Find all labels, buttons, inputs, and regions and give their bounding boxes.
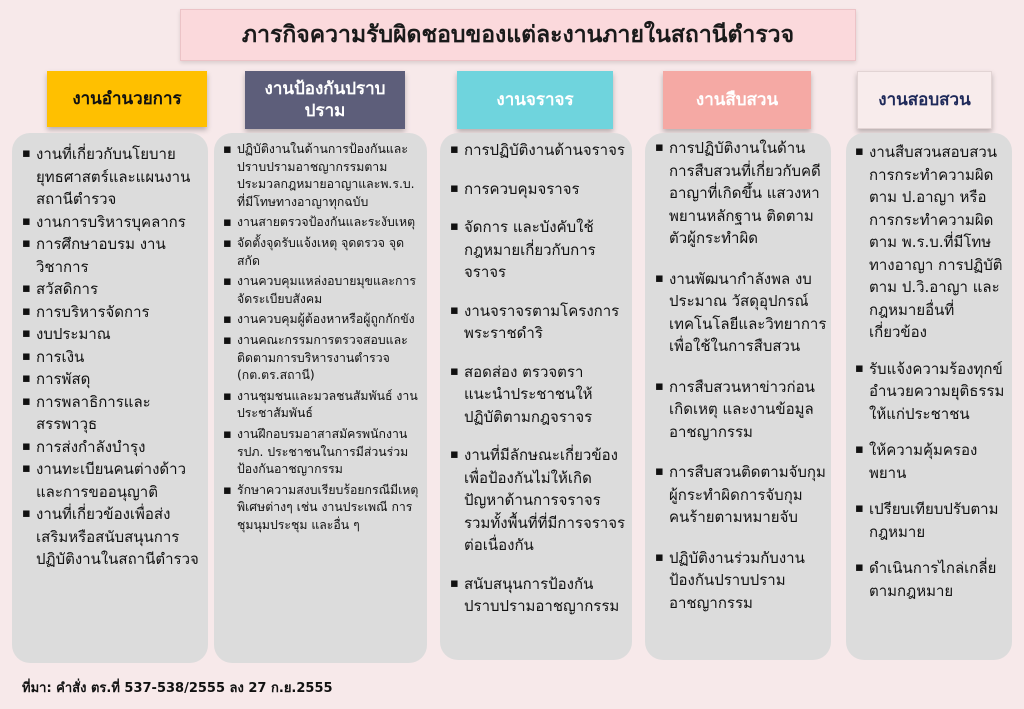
header-investigation: งานสืบสวน <box>663 71 811 129</box>
list-item: ▪ งานสายตรวจป้องกันและระงับเหตุ <box>223 214 421 232</box>
list-item: ▪ งานควบคุมผู้ต้องหาหรือผู้ถูกกักขัง <box>223 311 421 329</box>
list-item: ▪ รับแจ้งความร้องทุกข์ อำนวยความยุติธรรมให้แก่ประชาชน <box>855 358 1008 426</box>
list-item: ▪ สนับสนุนการป้องกันปราบปรามอาชญากรรม <box>450 573 626 618</box>
header-inquiry: งานสอบสวน <box>857 71 992 129</box>
list-item: ▪ งานฝึกอบรมอาสาสมัครพนักงาน รปภ. ประชาชนในการมีส่วนร่วมป้องกันอาชญากรรม <box>223 426 421 479</box>
list-item: ▪ การปฏิบัติงานในด้านการสืบสวนที่เกี่ยวกับคดีอาญาที่เกิดขึ้น แสวงหาพยานหลักฐาน ติดตามตัวผู้กระทำผิด <box>655 137 827 250</box>
list-item: ▪ การบริหารจัดการ <box>22 301 200 324</box>
list-item: ▪ การสืบสวนหาข่าวก่อนเกิดเหตุ และงานข้อมูลอาชญากรรม <box>655 376 827 444</box>
list-item: ▪ การปฏิบัติงานด้านจราจร <box>450 139 626 162</box>
list-item: ▪ การควบคุมจราจร <box>450 178 626 201</box>
list-item: ▪ งานคณะกรรมการตรวจสอบและติดตามการบริหารงานตำรวจ (กต.ตร.สถานี) <box>223 332 421 385</box>
panel-prevention <box>214 133 427 663</box>
list-item: ▪ งานการบริหารบุคลากร <box>22 211 200 234</box>
list-item: ▪ งานที่เกี่ยวข้องเพื่อส่งเสริมหรือสนับสนุนการปฏิบัติงานในสถานีตำรวจ <box>22 503 200 571</box>
list-item: ▪ การส่งกำลังบำรุง <box>22 436 200 459</box>
list-item: ▪ ให้ความคุ้มครองพยาน <box>855 439 1008 484</box>
list-item: ▪ งานพัฒนากำลังพล งบประมาณ วัสดุอุปกรณ์ เทคโนโลยีและวิทยาการ เพื่อใช้ในการสืบสวน <box>655 268 827 358</box>
list-prevention <box>223 141 421 534</box>
list-inquiry <box>855 141 1008 602</box>
list-item: ▪ งานชุมชนและมวลชนสัมพันธ์ งานประชาสัมพันธ์ <box>223 388 421 423</box>
list-item: ▪ การศึกษาอบรม งานวิชาการ <box>22 233 200 278</box>
header-traffic: งานจราจร <box>457 71 613 129</box>
list-item: ▪ รักษาความสงบเรียบร้อยกรณีมีเหตุพิเศษต่างๆ เช่น งานประเพณี การชุมนุมประชุม และอื่น ๆ <box>223 482 421 535</box>
list-item: ▪ ปฏิบัติงานในด้านการป้องกันและปราบปรามอาชญากรรมตามประมวลกฎหมายอาญาและพ.ร.บ. ที่มีโทษทางอาญาทุกฉบับ <box>223 141 421 211</box>
list-item: ▪ การพลาธิการและสรรพาวุธ <box>22 391 200 436</box>
list-item: ▪ งานที่มีลักษณะเกี่ยวข้อง เพื่อป้องกันไม่ให้เกิดปัญหาด้านการจราจรรวมทั้งพื้นที่ที่มีการจราจรต่อเนื่องกัน <box>450 444 626 557</box>
source-note: ที่มา: คำสั่ง ตร.ที่ 537-538/2555 ลง 27 ก.ย.2555 <box>22 681 333 696</box>
panel-admin <box>12 133 208 663</box>
list-item: ▪ งานควบคุมแหล่งอบายมุขและการจัดระเบียบสังคม <box>223 273 421 308</box>
list-item: ▪ ดำเนินการไกล่เกลี่ยตามกฎหมาย <box>855 557 1008 602</box>
list-admin <box>22 143 200 571</box>
list-item: ▪ การพัสดุ <box>22 368 200 391</box>
header-admin: งานอำนวยการ <box>47 71 207 127</box>
panel-investigation <box>645 133 831 660</box>
list-item: ▪ งานทะเบียนคนต่างด้าวและการขออนุญาติ <box>22 458 200 503</box>
list-item: ▪ งานจราจรตามโครงการพระราชดำริ <box>450 300 626 345</box>
header-prevention: งานป้องกันปราบปราม <box>245 71 405 129</box>
panel-inquiry <box>846 133 1012 660</box>
list-item: ▪ งานที่เกี่ยวกับนโยบายยุทธศาสตร์และแผนงานสถานีตำรวจ <box>22 143 200 211</box>
list-traffic <box>450 139 626 618</box>
list-item: ▪ ปฏิบัติงานร่วมกับงานป้องกันปราบปรามอาชญากรรม <box>655 547 827 615</box>
list-item: ▪ การสืบสวนติดตามจับกุมผู้กระทำผิดการจับกุมคนร้ายตามหมายจับ <box>655 461 827 529</box>
page-title: ภารกิจความรับผิดชอบของแต่ละงานภายในสถานีตำรวจ <box>180 9 856 61</box>
list-investigation <box>655 137 827 614</box>
list-item: ▪ เปรียบเทียบปรับตามกฎหมาย <box>855 498 1008 543</box>
list-item: ▪ งบประมาณ <box>22 323 200 346</box>
list-item: ▪ สอดส่อง ตรวจตราแนะนำประชาชนให้ปฏิบัติตามกฎจราจร <box>450 361 626 429</box>
list-item: ▪ จัดการ และบังคับใช้กฎหมายเกี่ยวกับการจราจร <box>450 216 626 284</box>
list-item: ▪ การเงิน <box>22 346 200 369</box>
list-item: ▪ จัดตั้งจุดรับแจ้งเหตุ จุดตรวจ จุดสกัด <box>223 235 421 270</box>
list-item: ▪ สวัสดิการ <box>22 278 200 301</box>
panel-traffic <box>440 133 632 660</box>
list-item: ▪ งานสืบสวนสอบสวนการกระทำความผิดตาม ป.อาญา หรือการกระทำความผิดตาม พ.ร.บ.ที่มีโทษทางอาญา การปฏิบัติตาม ป.วิ.อาญา และกฎหมายอื่นที่เกี่ยวข้อง <box>855 141 1008 344</box>
